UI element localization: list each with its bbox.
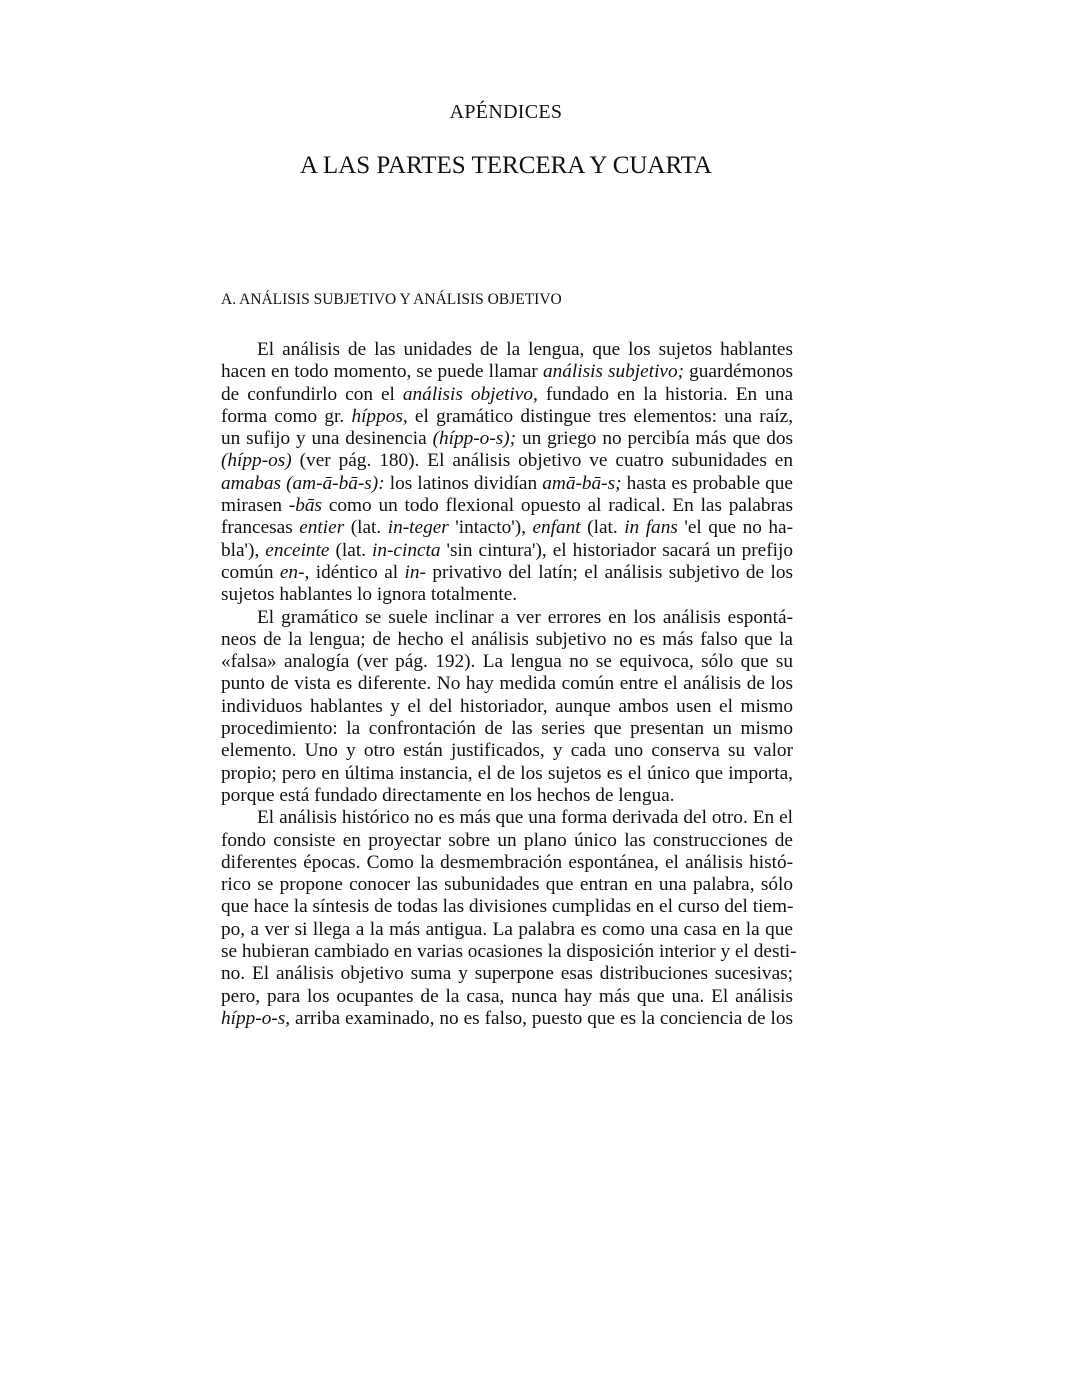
text-line bbox=[221, 740, 793, 762]
paragraph bbox=[221, 807, 797, 1030]
text-run: guardémonos bbox=[684, 361, 793, 383]
text-line bbox=[221, 450, 793, 472]
text-line bbox=[221, 361, 793, 383]
italic-text: (hípp-o-s); bbox=[432, 428, 517, 450]
italic-text: in-cincta bbox=[372, 539, 441, 561]
text-line bbox=[221, 963, 793, 985]
italic-text: análisis objetivo, bbox=[402, 383, 538, 405]
text-run: forma como gr. bbox=[221, 405, 352, 427]
text-run: fondo consiste en proyectar sobre un plano único las construcciones de bbox=[221, 829, 793, 851]
text-run: hasta es probable que bbox=[621, 472, 793, 494]
paragraph bbox=[221, 339, 793, 607]
text-line bbox=[221, 807, 793, 829]
text-run: bla'), bbox=[221, 539, 266, 561]
text-line bbox=[221, 896, 793, 918]
text-line bbox=[221, 785, 793, 807]
text-run: se hubieran cambiado en varias ocasiones la disposición interior y el desti- bbox=[221, 941, 797, 963]
text-line bbox=[221, 517, 793, 539]
text-run: mirasen bbox=[221, 495, 289, 517]
text-run: fundado en la historia. En una bbox=[537, 383, 793, 405]
italic-text: híppos, bbox=[351, 405, 408, 427]
text-line bbox=[221, 919, 793, 941]
text-run: rico se propone conocer las subunidades que entran en una palabra, sólo bbox=[221, 874, 793, 896]
text-run: como un todo flexional opuesto al radical. En las palabras bbox=[322, 495, 794, 517]
text-line bbox=[221, 874, 793, 896]
text-line bbox=[221, 830, 793, 852]
text-run: un griego no percibía más que dos bbox=[516, 428, 793, 450]
paragraph bbox=[221, 607, 793, 808]
text-run: El gramático se suele inclinar a ver errores en los análisis espontá- bbox=[257, 606, 793, 628]
appendix-kicker: APÉNDICES bbox=[449, 101, 563, 123]
italic-text: -bās bbox=[288, 495, 323, 517]
text-line bbox=[221, 1008, 793, 1030]
text-run: un sufijo y una desinencia bbox=[221, 428, 433, 450]
text-line bbox=[221, 584, 793, 606]
text-line bbox=[221, 763, 793, 785]
text-line bbox=[221, 384, 793, 406]
text-line bbox=[221, 718, 793, 740]
text-run: El análisis de las unidades de la lengua, que los sujetos hablantes bbox=[257, 339, 793, 360]
text-line bbox=[221, 986, 793, 1008]
text-run: (lat. bbox=[329, 539, 373, 561]
text-run: (ver pág. 180). El análisis objetivo ve cuatro subunidades en bbox=[291, 450, 793, 472]
italic-text: amā-bā-s; bbox=[542, 472, 622, 494]
italic-text: in- bbox=[404, 561, 426, 583]
text-run: po, a ver si llega a la más antigua. La palabra es como una casa en la que bbox=[221, 918, 793, 940]
text-line bbox=[221, 473, 793, 495]
text-line bbox=[221, 941, 797, 963]
text-line bbox=[221, 629, 793, 651]
italic-text: hípp-o-s, bbox=[221, 1007, 291, 1029]
text-run: idéntico al bbox=[309, 561, 405, 583]
text-run: no. El análisis objetivo suma y superpone esas distribuciones sucesivas; bbox=[221, 963, 793, 985]
italic-text: in fans bbox=[624, 517, 678, 539]
text-run: común bbox=[221, 561, 280, 583]
text-line bbox=[221, 852, 793, 874]
text-line bbox=[221, 607, 793, 629]
text-run: «falsa» analogía (ver pág. 192). La lengua no se equivoca, sólo que su bbox=[221, 651, 793, 673]
text-run: el gramático distingue tres elementos: una raíz, bbox=[407, 405, 794, 427]
text-line bbox=[221, 406, 793, 428]
text-run: 'intacto'), bbox=[448, 517, 533, 539]
text-line bbox=[221, 562, 793, 584]
text-run: sujetos hablantes lo ignora totalmente. bbox=[221, 584, 518, 606]
text-run: los latinos dividían bbox=[384, 472, 543, 494]
text-line bbox=[221, 673, 793, 695]
text-run: (lat. bbox=[344, 517, 388, 539]
text-run: 'sin cintura'), el historiador sacará un prefijo bbox=[440, 539, 794, 561]
italic-text: entier bbox=[299, 517, 345, 539]
text-run: diferentes épocas. Como la desmembración espontánea, el análisis histó- bbox=[221, 851, 793, 873]
italic-text: enceinte bbox=[265, 539, 330, 561]
text-run: francesas bbox=[221, 517, 300, 539]
text-run: hacen en todo momento, se puede llamar bbox=[221, 361, 543, 383]
body-text bbox=[221, 339, 797, 1030]
text-run: 'el que no ha- bbox=[677, 517, 794, 539]
text-run: (lat. bbox=[580, 517, 625, 539]
text-line bbox=[221, 540, 793, 562]
text-line bbox=[221, 339, 793, 361]
text-run: procedimiento: la confrontación de las series que presentan un mismo bbox=[221, 718, 793, 740]
text-run: de confundirlo con el bbox=[221, 383, 403, 405]
text-run: punto de vista es diferente. No hay medida común entre el análisis de los bbox=[221, 673, 793, 695]
italic-text: enfant bbox=[532, 517, 581, 539]
text-line bbox=[221, 651, 793, 673]
page-title: A LAS PARTES TERCERA Y CUARTA bbox=[300, 152, 712, 179]
section-heading: A. ANÁLISIS SUBJETIVO Y ANÁLISIS OBJETIVO bbox=[221, 291, 562, 308]
italic-text: (hípp-os) bbox=[221, 450, 292, 472]
text-run: pero, para los ocupantes de la casa, nunca hay más que una. El análisis bbox=[221, 985, 793, 1007]
text-run: individuos hablantes y el del historiador, aunque ambos usen el mismo bbox=[221, 695, 793, 717]
italic-text: in-teger bbox=[387, 517, 449, 539]
text-line bbox=[221, 696, 793, 718]
text-run: neos de la lengua; de hecho el análisis subjetivo no es más falso que la bbox=[221, 628, 793, 650]
italic-text: amabas (am-ā-bā-s): bbox=[221, 472, 385, 494]
text-line bbox=[221, 495, 793, 517]
text-run: elemento. Uno y otro están justificados, y cada uno conserva su valor bbox=[221, 740, 793, 762]
text-line bbox=[221, 428, 793, 450]
italic-text: análisis subjetivo; bbox=[542, 361, 685, 383]
italic-text: en-, bbox=[279, 561, 310, 583]
text-run: privativo del latín; el análisis subjetivo de los bbox=[425, 561, 793, 583]
text-run: propio; pero en última instancia, el de los sujetos es el único que importa, bbox=[221, 762, 793, 784]
text-run: porque está fundado directamente en los hechos de lengua. bbox=[221, 784, 675, 806]
text-run: arriba examinado, no es falso, puesto que es la conciencia de los bbox=[290, 1007, 793, 1029]
text-run: El análisis histórico no es más que una forma derivada del otro. En el bbox=[257, 807, 793, 829]
text-run: que hace la síntesis de todas las divisiones cumplidas en el curso del tiem- bbox=[221, 896, 794, 918]
